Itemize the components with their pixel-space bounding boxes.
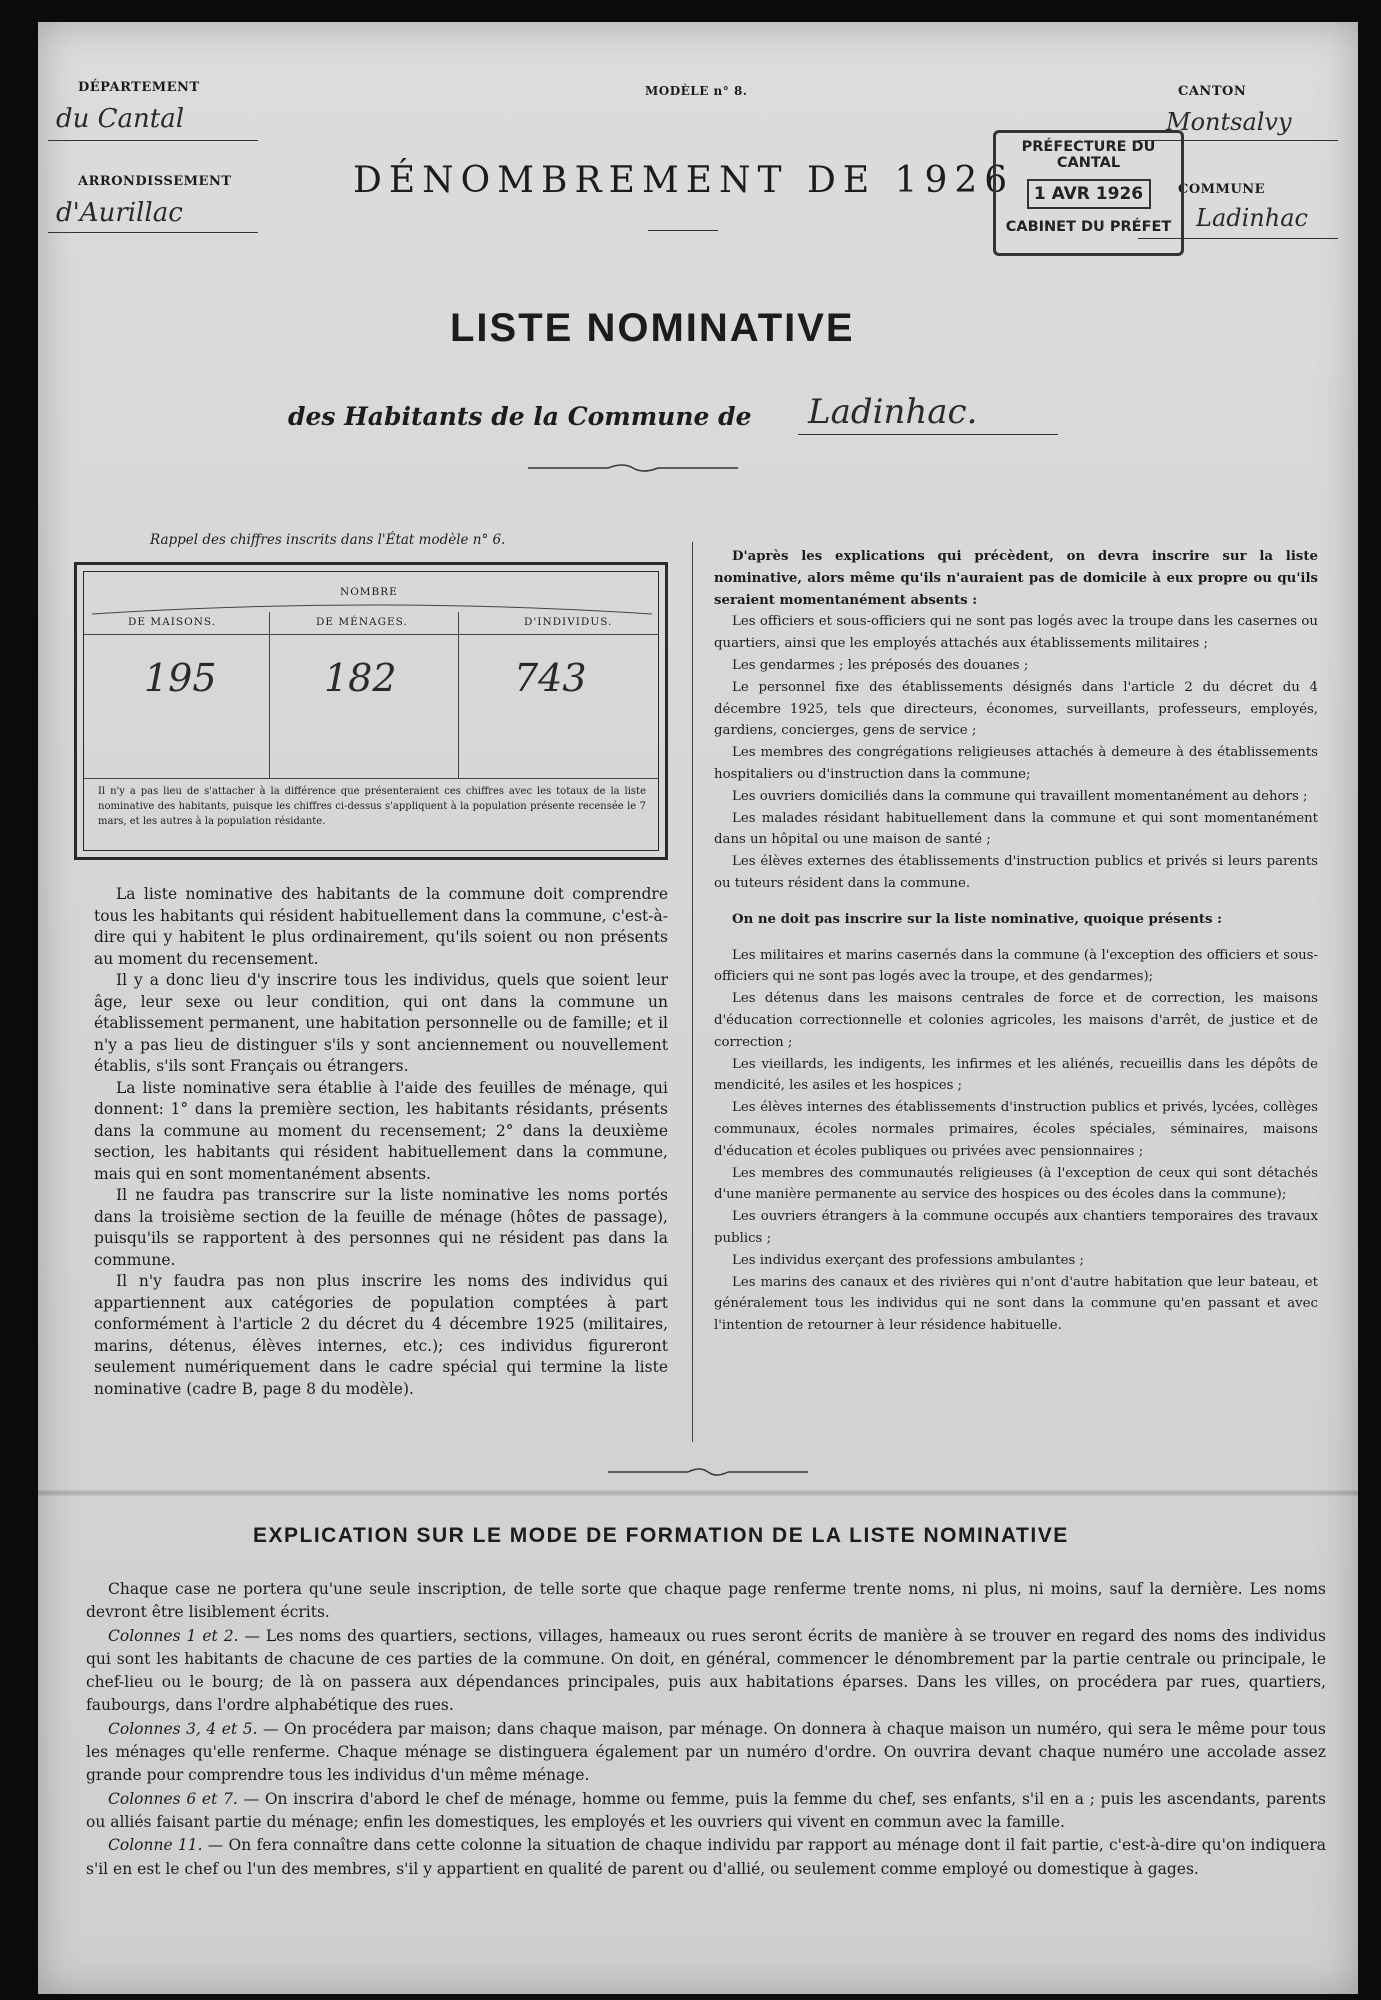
rappel-header-rule xyxy=(84,634,658,635)
explication-item-text: — On fera connaître dans cette colonne la situation de chaque individu par rapport au ménage dont il fait partie, c'est-à-dire qu'on indiquera s'il en est le chef ou l'un des membres, s'il y appartient en qualité de parent ou d'allié, ou seulement comme employé ou domestique à gages. xyxy=(86,1836,1327,1878)
exclude-item: Les militaires et marins casernés dans la commune (à l'exception des officiers et sous-officiers qui ne sont pas logés avec la troupe, et des gendarmes); xyxy=(714,947,1318,985)
exclude-item: Les ouvriers étrangers à la commune occupés aux chantiers temporaires des travaux publics ; xyxy=(714,1209,1318,1246)
departement-underline xyxy=(48,140,258,141)
list-subtitle: des Habitants de la Commune de xyxy=(288,402,752,431)
stamp-line-1: PRÉFECTURE DU CANTAL xyxy=(1021,139,1156,171)
canton-value: Montsalvy xyxy=(1166,108,1292,136)
rappel-value-menages: 182 xyxy=(324,656,397,700)
left-instructions xyxy=(94,884,668,1400)
column-divider xyxy=(692,542,693,1442)
commune-handwritten: Ladinhac. xyxy=(808,392,978,432)
rappel-note: Il n'y a pas lieu de s'attacher à la différence que présenteraient ces chiffres avec les totaux de la liste nominative des habitants, puisque les chiffres ci-dessus s'appliquent à la population présente recensée le 7 mars, et les autres à la population résidante. xyxy=(98,786,646,827)
explication-item xyxy=(86,1788,1326,1835)
explication-item xyxy=(86,1625,1326,1718)
explication-item-text: — On procédera par maison; dans chaque maison, par ménage. On donnera à chaque maison un numéro, qui sera le même pour tous les ménages qu'elle renferme. Chaque ménage se distinguera également par un numéro d'ordre. On ouvrira devant chaque numéro une accolade assez grande pour comprendre tous les individus d'un même ménage. xyxy=(86,1719,1326,1785)
commune-value: Ladinhac xyxy=(1196,204,1308,232)
exclude-item: Les membres des communautés religieuses (à l'exception de ceux qui sont détachés d'une manière permanente au service des hospices ou des écoles dans la commune); xyxy=(714,1165,1318,1203)
exclude-item: Les vieillards, les indigents, les infirmes et les aliénés, recueillis dans les dépôts de mendicité, les asiles et les hospices ; xyxy=(714,1056,1318,1094)
rappel-col-maisons: DE MAISONS. xyxy=(128,616,217,628)
section-ornament xyxy=(608,1466,808,1478)
explication-item-label: Colonnes 6 et 7. xyxy=(108,1789,238,1808)
rappel-header-curve xyxy=(92,602,652,616)
arrondissement-label: ARRONDISSEMENT xyxy=(78,174,232,189)
left-paragraph: Il n'y faudra pas non plus inscrire les noms des individus qui appartiennent aux catégories de population comptées à part conformément à l'article 2 du décret du 4 décembre 1925 (militaires, marins, détenus, élèves internes, etc.); ces individus figureront seulement numériquement dans le cadre spécial qui termine la liste nominative (cadre B, page 8 du modèle). xyxy=(94,1272,668,1398)
census-sheet xyxy=(38,22,1358,1994)
explication-body xyxy=(86,1578,1326,1881)
title-ornament xyxy=(528,462,738,474)
rappel-caption: Rappel des chiffres inscrits dans l'État modèle n° 6. xyxy=(150,532,506,548)
include-item: Le personnel fixe des établissements désignés dans l'article 2 du décret du 4 décembre 1925, tels que directeurs, économes, surveillants, professeurs, employés, gardiens, concierges, gens de service ; xyxy=(714,679,1318,739)
explication-item-label: Colonnes 3, 4 et 5. xyxy=(108,1719,258,1738)
left-paragraph: La liste nominative des habitants de la commune doit comprendre tous les habitants qui résident habituellement dans la commune, c'est-à-dire qui y habitent le plus ordinairement, qu'ils soient ou non présents au moment du recensement. xyxy=(94,885,668,968)
explication-item xyxy=(86,1834,1326,1881)
departement-value: du Cantal xyxy=(56,104,185,134)
arrondissement-underline xyxy=(48,232,258,233)
rappel-value-individus: 743 xyxy=(514,656,587,700)
right-instructions xyxy=(714,546,1318,1337)
include-item: Les élèves externes des établissements d'instruction publics et privés si leurs parents ou tuteurs résident dans la commune. xyxy=(714,854,1318,891)
rappel-col-divider-1 xyxy=(269,612,270,778)
page-title: DÉNOMBREMENT DE 1926 xyxy=(353,160,1015,201)
exclude-item: Les détenus dans les maisons centrales de force et de correction, les maisons d'éducation correctionnelle et colonies agricoles, les maisons d'arrêt, de justice et de correction ; xyxy=(714,991,1318,1050)
rappel-table-inner xyxy=(83,571,659,851)
canton-label: CANTON xyxy=(1178,84,1247,99)
explication-item-label: Colonnes 1 et 2. xyxy=(108,1626,239,1645)
exclude-item: Les marins des canaux et des rivières qui n'ont d'autre habitation que leur bateau, et généralement tous les individus qui ne sont dans la commune qu'en passant et avec l'intention de retourner à leur résidence habituelle. xyxy=(714,1274,1318,1334)
subtitle-underline xyxy=(798,434,1058,435)
rappel-table xyxy=(74,562,668,860)
explication-intro: Chaque case ne portera qu'une seule inscription, de telle sorte que chaque page renferme trente noms, ni plus, ni moins, sauf la dernière. Les noms devront être lisiblement écrits. xyxy=(86,1580,1326,1622)
include-item: Les membres des congrégations religieuses attachés à demeure à des établissements hospitaliers ou d'instruction dans la commune; xyxy=(714,745,1318,782)
rappel-col-menages: DE MÉNAGES. xyxy=(316,616,408,628)
include-item: Les malades résidant habituellement dans la commune et qui sont momentanément dans un hôpital ou une maison de santé ; xyxy=(714,810,1318,848)
list-title: LISTE NOMINATIVE xyxy=(450,306,855,350)
left-paragraph: Il y a donc lieu d'y inscrire tous les individus, quels que soient leur âge, leur sexe ou leur condition, qui ont dans la commune un établissement permanent, une habitation personnelle ou de famille; et il n'y a pas lieu de distinguer s'ils y sont anciennement ou nouvellement établis, s'ils sont Français ou étrangers. xyxy=(94,971,668,1075)
exclude-title: On ne doit pas inscrire sur la liste nominative, quoique présents : xyxy=(732,911,1223,927)
stamp-line-3: CABINET DU PRÉFET xyxy=(1005,219,1172,235)
include-item: Les gendarmes ; les préposés des douanes ; xyxy=(732,657,1029,673)
exclude-item: Les individus exerçant des professions ambulantes ; xyxy=(732,1252,1085,1268)
exclude-item: Les élèves internes des établissements d'instruction publics et privés, lycées, collèges communaux, écoles normales primaires, écoles spéciales, séminaires, maisons d'éducation et écoles publiques ou privées avec pensionnaires ; xyxy=(714,1100,1318,1159)
rappel-col-divider-2 xyxy=(458,612,459,778)
left-paragraph: Il ne faudra pas transcrire sur la liste nominative les noms portés dans la troisième section de la feuille de ménage (hôtes de passage), puisqu'ils se rapportent à des personnes qui ne résident pas dans la commune. xyxy=(94,1186,668,1269)
include-item: Les ouvriers domiciliés dans la commune qui travaillent momentanément au dehors ; xyxy=(732,788,1308,804)
title-rule xyxy=(648,230,718,231)
prefecture-stamp xyxy=(993,130,1184,256)
arrondissement-value: d'Aurillac xyxy=(56,198,183,228)
explication-item-label: Colonne 11. xyxy=(108,1836,203,1855)
rappel-col-individus: D'INDIVIDUS. xyxy=(524,616,613,628)
rappel-value-maisons: 195 xyxy=(144,656,217,700)
include-item: Les officiers et sous-officiers qui ne sont pas logés avec la troupe dans les casernes ou quartiers, ainsi que les employés attachés aux établissements militaires ; xyxy=(714,614,1318,652)
departement-label: DÉPARTEMENT xyxy=(78,80,200,95)
explication-item xyxy=(86,1718,1326,1788)
left-paragraph: La liste nominative sera établie à l'aide des feuilles de ménage, qui donnent: 1° dans la première section, les habitants résidants, présents dans la commune au moment du recensement; 2° dans la deuxième section, les habitants qui résident habituellement dans la commune, mais qui en sont momentanément absents. xyxy=(94,1078,668,1183)
explication-item-text: — On inscrira d'abord le chef de ménage, homme ou femme, puis la femme du chef, ses enfants, s'il en a ; puis les ascendants, parents ou alliés faisant partie du ménage; enfin les domestiques, les employés et les ouvriers qui vivent en commun avec la famille. xyxy=(86,1789,1326,1831)
stamp-date: 1 AVR 1926 xyxy=(1027,179,1151,209)
explication-item-text: — Les noms des quartiers, sections, villages, hameaux ou rues seront écrits de manière à se trouver en regard des noms des individus qui sont les habitants de chacune de ces parties de la commune. On doit, en général, commencer le dénombrement par la partie centrale ou principale, le chef-lieu ou le bourg; de là on passera aux dépendances principales, puis aux habitations éparses. Dans les villes, on procédera par rues, quartiers, faubourgs, dans l'ordre alphabétique des rues. xyxy=(86,1626,1327,1715)
include-intro: D'après les explications qui précèdent, on devra inscrire sur la liste nominative, alors même qu'ils n'auraient pas de domicile à eux propre ou qu'ils seraient momentanément absents : xyxy=(714,549,1318,608)
rappel-group-header: NOMBRE xyxy=(340,586,398,598)
rappel-note-rule xyxy=(84,778,658,779)
page-fold xyxy=(38,1490,1358,1496)
explication-title: EXPLICATION SUR LE MODE DE FORMATION DE LA LISTE NOMINATIVE xyxy=(253,1524,1069,1547)
commune-label: COMMUNE xyxy=(1178,182,1266,197)
modele-label: MODÈLE n° 8. xyxy=(645,84,748,98)
